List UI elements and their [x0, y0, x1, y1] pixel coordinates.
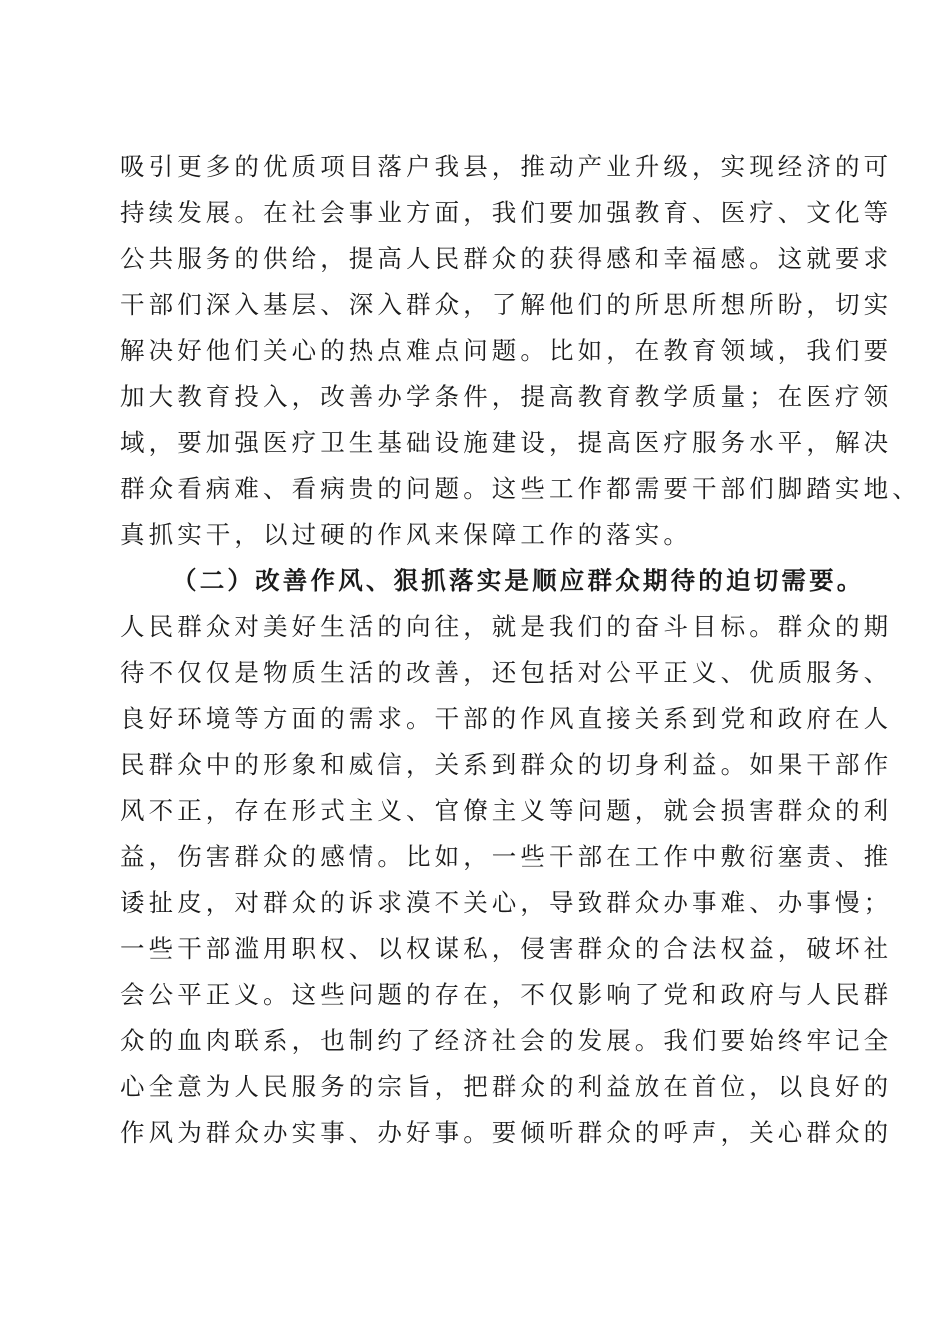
- text-line: 吸引更多的优质项目落户我县，推动产业升级，实现经济的可: [120, 152, 893, 181]
- text-line: 风不正，存在形式主义、官僚主义等问题，就会损害群众的利: [120, 796, 893, 825]
- text-line: 域，要加强医疗卫生基础设施建设，提高医疗服务水平，解决: [120, 428, 893, 457]
- text-line: 持续发展。在社会事业方面，我们要加强教育、医疗、文化等: [120, 198, 893, 227]
- text-line: 群众看病难、看病贵的问题。这些工作都需要干部们脚踏实地、: [120, 474, 921, 503]
- text-line: 诿扯皮，对群众的诉求漠不关心，导致群众办事难、办事慢；: [120, 888, 893, 917]
- text-line: 益，伤害群众的感情。比如，一些干部在工作中敷衍塞责、推: [120, 842, 893, 871]
- text-line: 作风为群众办实事、办好事。要倾听群众的呼声，关心群众的: [120, 1118, 893, 1147]
- text-line: 心全意为人民服务的宗旨，把群众的利益放在首位，以良好的: [120, 1072, 893, 1101]
- text-line: 人民群众对美好生活的向往，就是我们的奋斗目标。群众的期: [120, 612, 893, 641]
- section-heading: （二）改善作风、狠抓落实是顺应群众期待的迫切需要。: [172, 566, 865, 595]
- text-line: 待不仅仅是物质生活的改善，还包括对公平正义、优质服务、: [120, 658, 893, 687]
- text-line: 良好环境等方面的需求。干部的作风直接关系到党和政府在人: [120, 704, 893, 733]
- text-line: 真抓实干，以过硬的作风来保障工作的落实。: [120, 520, 692, 549]
- document-body: [120, 144, 921, 1156]
- text-line: 加大教育投入，改善办学条件，提高教育教学质量；在医疗领: [120, 382, 893, 411]
- text-line: 干部们深入基层、深入群众，了解他们的所思所想所盼，切实: [120, 290, 893, 319]
- text-line: 解决好他们关心的热点难点问题。比如，在教育领域，我们要: [120, 336, 893, 365]
- text-line: 众的血肉联系，也制约了经济社会的发展。我们要始终牢记全: [120, 1026, 893, 1055]
- text-line: 一些干部滥用职权、以权谋私，侵害群众的合法权益，破坏社: [120, 934, 893, 963]
- text-line: 会公平正义。这些问题的存在，不仅影响了党和政府与人民群: [120, 980, 893, 1009]
- text-line: 民群众中的形象和威信，关系到群众的切身利益。如果干部作: [120, 750, 893, 779]
- text-line: 公共服务的供给，提高人民群众的获得感和幸福感。这就要求: [120, 244, 893, 273]
